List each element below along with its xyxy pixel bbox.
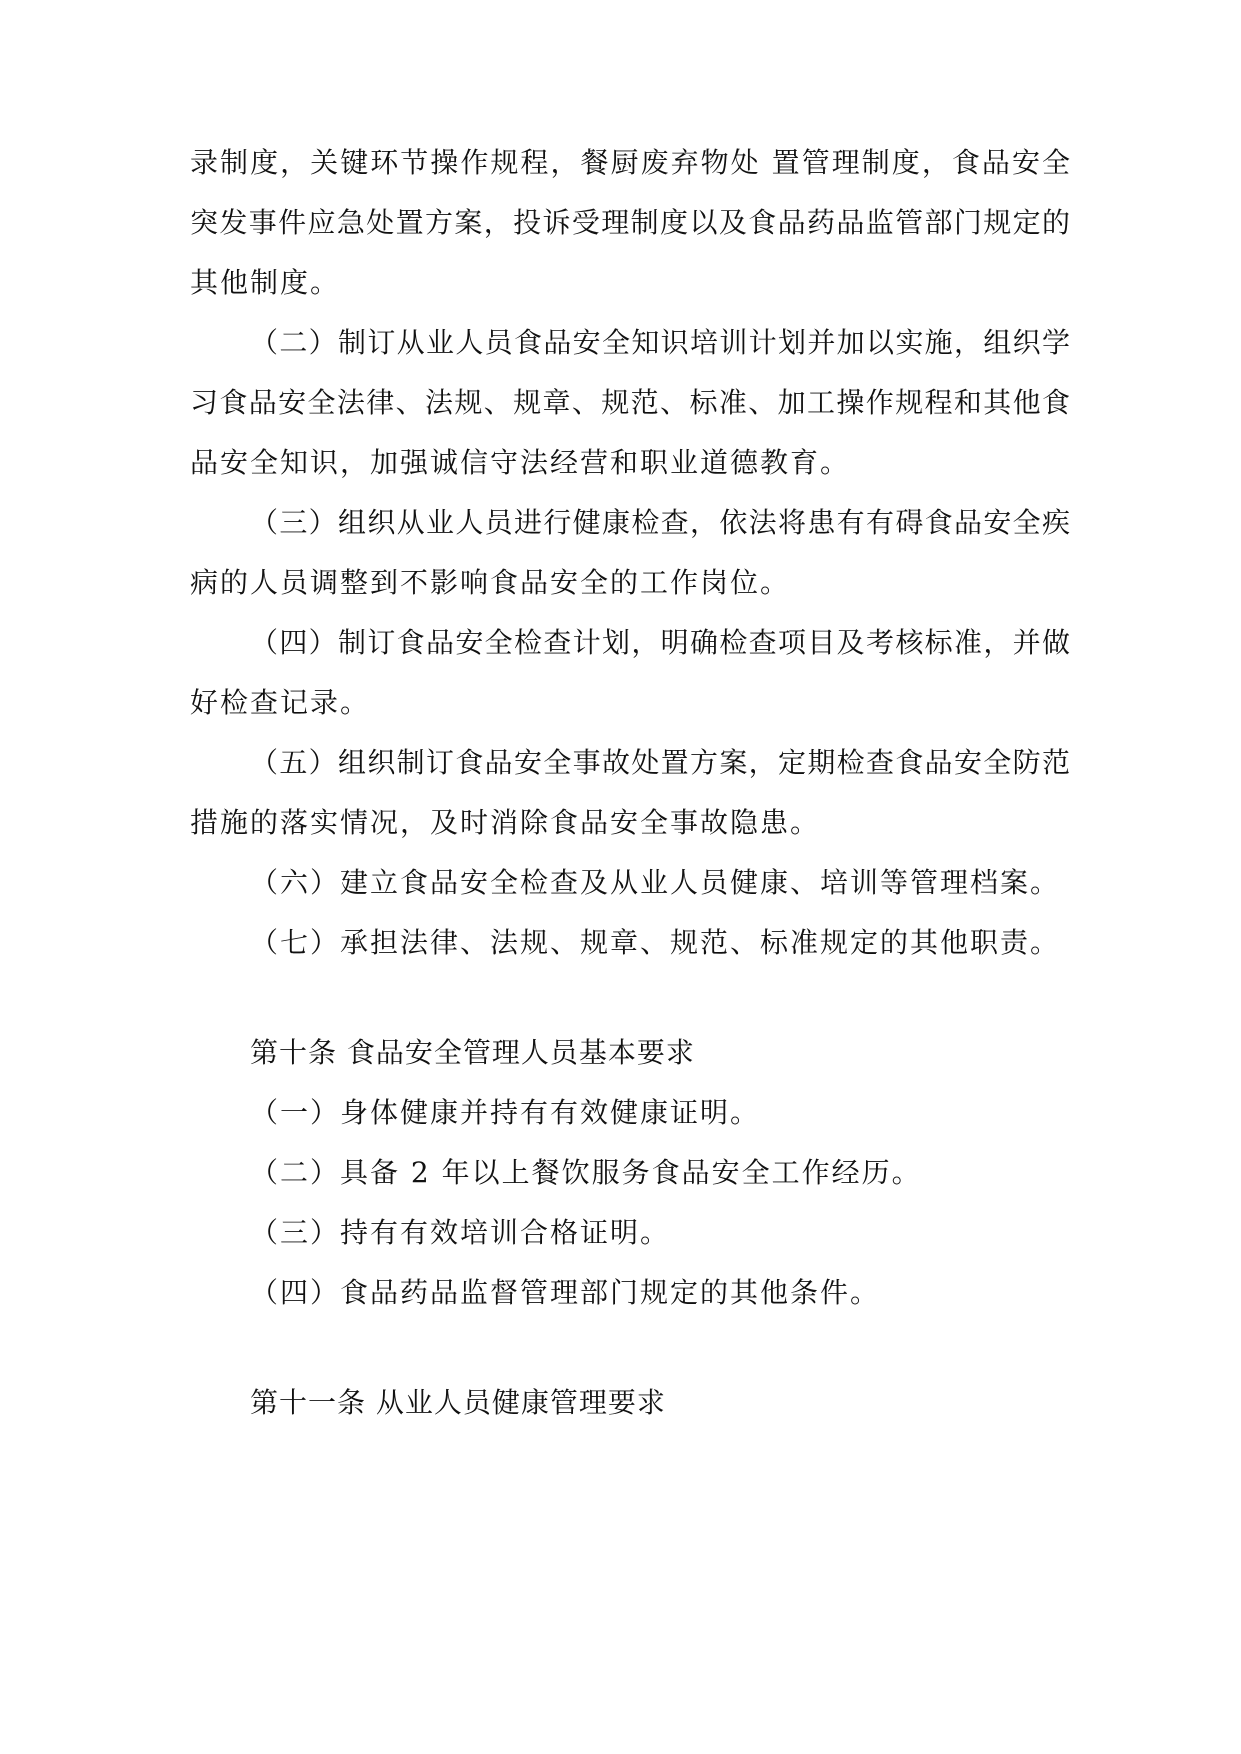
list-item-line: 好检查记录。 — [190, 686, 371, 719]
list-item-line: （三）组织从业人员进行健康检查，依法将患有有碍食品安全疾 — [250, 506, 1070, 539]
list-item: （六）建立食品安全检查及从业人员健康、培训等管理档案。 — [250, 866, 1061, 899]
list-item-line: 习食品安全法律、法规、规章、规范、标准、加工操作规程和其他食 — [190, 386, 1070, 419]
list-item-line: 措施的落实情况，及时消除食品安全事故隐患。 — [190, 806, 821, 839]
list-item-line: （五）组织制订食品安全事故处置方案，定期检查食品安全防范 — [250, 746, 1070, 779]
paragraph-line: 突发事件应急处置方案，投诉受理制度以及食品药品监管部门规定的 — [190, 206, 1070, 239]
list-item: （二）具备 2 年以上餐饮服务食品安全工作经历。 — [250, 1156, 922, 1189]
list-item: （一）身体健康并持有有效健康证明。 — [250, 1096, 761, 1129]
article-heading: 第十条 食品安全管理人员基本要求 — [250, 1036, 695, 1069]
paragraph-line: 录制度，关键环节操作规程，餐厨废弃物处 置管理制度，食品安全 — [190, 146, 1070, 179]
list-item-line: 病的人员调整到不影响食品安全的工作岗位。 — [190, 566, 791, 599]
list-item: （四）食品药品监督管理部门规定的其他条件。 — [250, 1276, 881, 1309]
list-item-line: （二）制订从业人员食品安全知识培训计划并加以实施，组织学 — [250, 326, 1070, 359]
article-heading: 第十一条 从业人员健康管理要求 — [250, 1386, 666, 1419]
list-item-line: （四）制订食品安全检查计划，明确检查项目及考核标准，并做 — [250, 626, 1070, 659]
paragraph-line: 其他制度。 — [190, 266, 341, 299]
list-item: （七）承担法律、法规、规章、规范、标准规定的其他职责。 — [250, 926, 1061, 959]
list-item-line: 品安全知识，加强诚信守法经营和职业道德教育。 — [190, 446, 851, 479]
list-item: （三）持有有效培训合格证明。 — [250, 1216, 671, 1249]
